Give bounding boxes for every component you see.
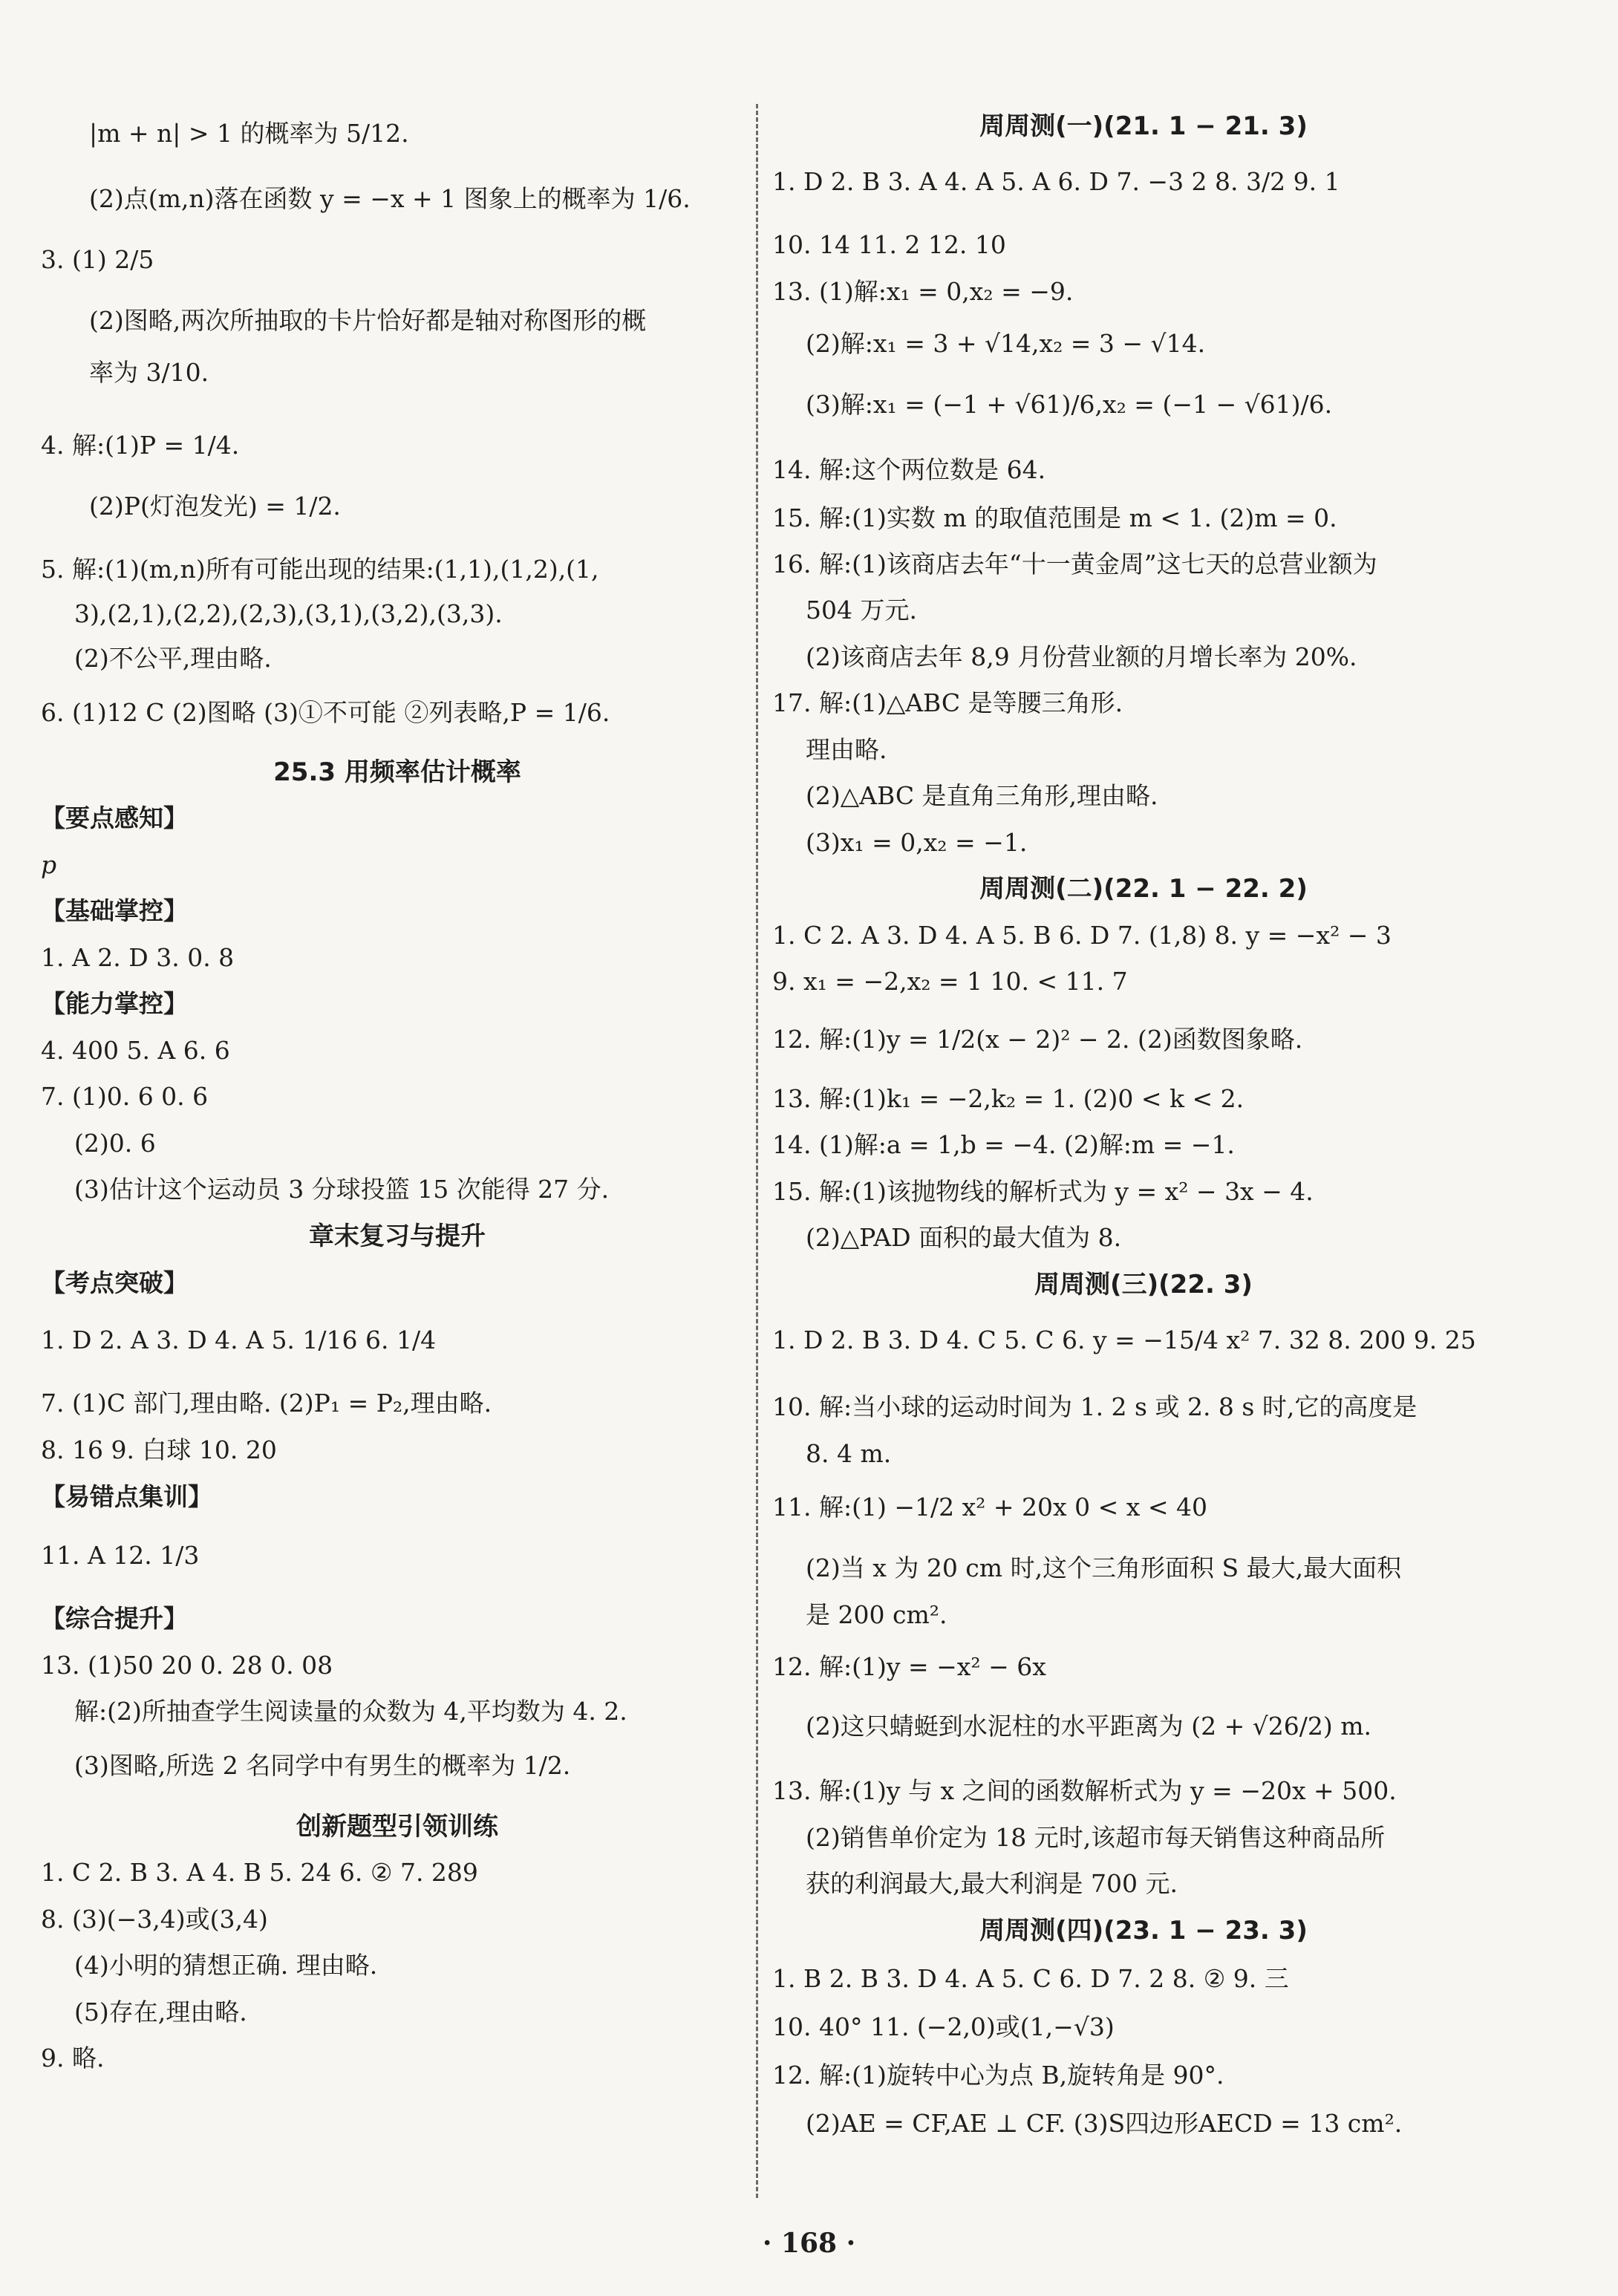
answer-line: (2)0. 6: [74, 1129, 156, 1158]
answer-line: (4)小明的猜想正确. 理由略.: [74, 1951, 378, 1980]
answer-line: 17. 解:(1)△ABC 是等腰三角形.: [772, 688, 1123, 717]
answer-line: (5)存在,理由略.: [74, 1997, 247, 2026]
section-heading: 【基础掌控】: [41, 896, 188, 925]
answer-line: (2)销售单价定为 18 元时,该超市每天销售这种商品所: [806, 1823, 1386, 1852]
answer-line: 1. C 2. A 3. D 4. A 5. B 6. D 7. (1,8) 8. y = −x² − 3: [772, 921, 1392, 950]
answer-line: 10. 40° 11. (−2,0)或(1,−√3): [772, 2012, 1115, 2041]
answer-line: 12. 解:(1)旋转中心为点 B,旋转角是 90°.: [772, 2061, 1224, 2090]
answer-line: 8. 4 m.: [806, 1439, 892, 1468]
answer-line: 10. 14 11. 2 12. 10: [772, 230, 1006, 259]
section-title: 周周测(四)(23. 1 − 23. 3): [979, 1916, 1308, 1946]
answer-line: 理由略.: [806, 735, 887, 764]
answer-line: 11. 解:(1) −1/2 x² + 20x 0 < x < 40: [772, 1493, 1207, 1522]
answer-line: (2)图略,两次所抽取的卡片恰好都是轴对称图形的概: [89, 306, 647, 335]
answer-line: (2)当 x 为 20 cm 时,这个三角形面积 S 最大,最大面积: [806, 1553, 1402, 1582]
answer-line: 解:(2)所抽查学生阅读量的众数为 4,平均数为 4. 2.: [74, 1697, 627, 1726]
answer-line: 13. (1)解:x₁ = 0,x₂ = −9.: [772, 277, 1074, 306]
section-heading: 【易错点集训】: [41, 1482, 212, 1511]
answer-line: 13. (1)50 20 0. 28 0. 08: [41, 1651, 333, 1680]
answer-line: 3),(2,1),(2,2),(2,3),(3,1),(3,2),(3,3).: [74, 599, 503, 628]
answer-line: 16. 解:(1)该商店去年“十一黄金周”这七天的总营业额为: [772, 549, 1377, 578]
answer-line: 3. (1) 2/5: [41, 245, 154, 274]
answer-line: 13. 解:(1)k₁ = −2,k₂ = 1. (2)0 < k < 2.: [772, 1084, 1245, 1113]
answer-line: (3)解:x₁ = (−1 + √61)/6,x₂ = (−1 − √61)/6.: [806, 390, 1333, 419]
section-title: 周周测(三)(22. 3): [1034, 1270, 1253, 1299]
answer-line: (2)△PAD 面积的最大值为 8.: [806, 1223, 1122, 1252]
section-heading: 【能力掌控】: [41, 989, 188, 1018]
answer-line: (2)△ABC 是直角三角形,理由略.: [806, 781, 1158, 810]
answer-line: 4. 解:(1)P = 1/4.: [41, 431, 240, 460]
answer-line: 1. B 2. B 3. D 4. A 5. C 6. D 7. 2 8. ② 9. 三: [772, 1964, 1289, 1993]
section-title: 章末复习与提升: [309, 1222, 486, 1251]
answer-line: (3)x₁ = 0,x₂ = −1.: [806, 828, 1028, 857]
answer-line: 获的利润最大,最大利润是 700 元.: [806, 1869, 1178, 1898]
answer-line: (2)AE = CF,AE ⊥ CF. (3)S四边形AECD = 13 cm².: [806, 2109, 1403, 2138]
column-divider: [756, 104, 758, 2198]
answer-line: (3)图略,所选 2 名同学中有男生的概率为 1/2.: [74, 1751, 571, 1780]
answer-line: 1. D 2. A 3. D 4. A 5. 1/16 6. 1/4: [41, 1325, 437, 1354]
answer-line: 1. D 2. B 3. A 4. A 5. A 6. D 7. −3 2 8. 3/2 9. 1: [772, 167, 1340, 196]
answer-line: (2)点(m,n)落在函数 y = −x + 1 图象上的概率为 1/6.: [89, 184, 691, 213]
section-heading: 【综合提升】: [41, 1604, 188, 1633]
answer-line: 4. 400 5. A 6. 6: [41, 1036, 230, 1065]
answer-line: 10. 解:当小球的运动时间为 1. 2 s 或 2. 8 s 时,它的高度是: [772, 1392, 1418, 1421]
answer-line: 15. 解:(1)该抛物线的解析式为 y = x² − 3x − 4.: [772, 1177, 1314, 1206]
answer-line: 6. (1)12 C (2)图略 (3)①不可能 ②列表略,P = 1/6.: [41, 698, 610, 727]
answer-line: 14. 解:这个两位数是 64.: [772, 455, 1046, 484]
page-number: · 168 ·: [762, 2228, 856, 2259]
answer-line: |m + n| > 1 的概率为 5/12.: [89, 119, 409, 148]
answer-line: 1. D 2. B 3. D 4. C 5. C 6. y = −15/4 x² 7. 32 8. 200 9. 25: [772, 1325, 1476, 1354]
answer-line: 8. (3)(−3,4)或(3,4): [41, 1905, 268, 1934]
answer-line: 12. 解:(1)y = 1/2(x − 2)² − 2. (2)函数图象略.: [772, 1025, 1303, 1054]
section-title: 25.3 用频率估计概率: [273, 757, 521, 787]
answer-line: 13. 解:(1)y 与 x 之间的函数解析式为 y = −20x + 500.: [772, 1776, 1397, 1805]
section-heading: 【要点感知】: [41, 803, 188, 832]
answer-line: 7. (1)0. 6 0. 6: [41, 1082, 209, 1111]
answer-line: 7. (1)C 部门,理由略. (2)P₁ = P₂,理由略.: [41, 1389, 492, 1418]
answer-line: 5. 解:(1)(m,n)所有可能出现的结果:(1,1),(1,2),(1,: [41, 555, 599, 584]
answer-line: (2)解:x₁ = 3 + √14,x₂ = 3 − √14.: [806, 329, 1206, 358]
answer-line: 9. 略.: [41, 2044, 105, 2072]
answer-line: 是 200 cm².: [806, 1600, 947, 1629]
answer-line: 12. 解:(1)y = −x² − 6x: [772, 1652, 1046, 1681]
section-title: 周周测(二)(22. 1 − 22. 2): [979, 874, 1308, 904]
section-heading: 【考点突破】: [41, 1268, 188, 1297]
answer-line: (2)这只蜻蜓到水泥柱的水平距离为 (2 + √26/2) m.: [806, 1712, 1372, 1741]
answer-line: 1. A 2. D 3. 0. 8: [41, 943, 235, 972]
section-title: 创新题型引领训练: [296, 1812, 498, 1842]
answer-line: 率为 3/10.: [89, 358, 209, 387]
answer-line: 9. x₁ = −2,x₂ = 1 10. < 11. 7: [772, 967, 1128, 996]
answer-line: (2)该商店去年 8,9 月份营业额的月增长率为 20%.: [806, 642, 1357, 671]
section-title: 周周测(一)(21. 1 − 21. 3): [979, 111, 1308, 141]
answer-line: (2)不公平,理由略.: [74, 644, 272, 673]
answer-line: 1. C 2. B 3. A 4. B 5. 24 6. ② 7. 289: [41, 1858, 478, 1887]
answer-line: 15. 解:(1)实数 m 的取值范围是 m < 1. (2)m = 0.: [772, 503, 1337, 532]
answer-line: p: [41, 850, 57, 879]
answer-line: 11. A 12. 1/3: [41, 1541, 200, 1570]
answer-line: 8. 16 9. 白球 10. 20: [41, 1435, 277, 1464]
answer-line: 504 万元.: [806, 596, 917, 624]
answer-line: (2)P(灯泡发光) = 1/2.: [89, 492, 341, 521]
answer-line: (3)估计这个运动员 3 分球投篮 15 次能得 27 分.: [74, 1175, 610, 1204]
answer-line: 14. (1)解:a = 1,b = −4. (2)解:m = −1.: [772, 1130, 1235, 1159]
